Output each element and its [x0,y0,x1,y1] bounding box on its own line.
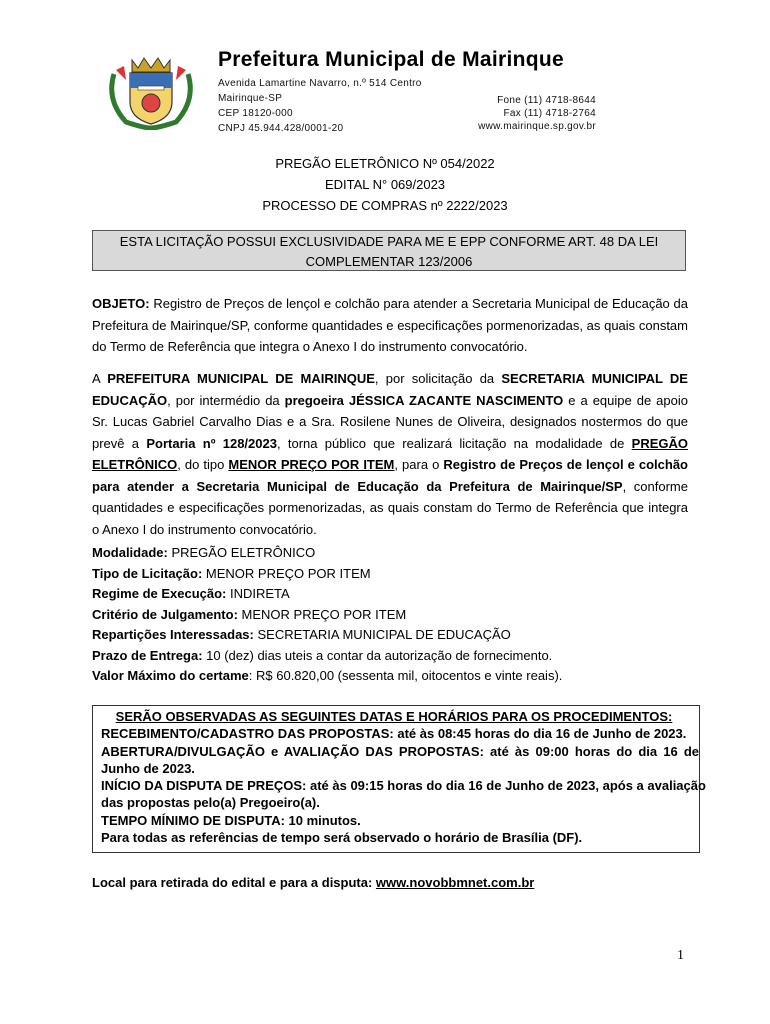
schedule-box [92,705,706,853]
field-value: INDIRETA [226,586,290,601]
objeto-text: Registro de Preços de lençol e colchão para atender a Secretaria Municipal de Educação da Prefeitura de Mairinque/SP, conforme quantidades e especificações pormenorizadas, as quais constam do Termo de Referência que integra o Anexo I do instrumento convocatório. [92,296,688,354]
field-label: Prazo de Entrega: [92,648,203,663]
intro-bold: Registro de Preços de lençol e colchão para atender a Secretaria Municipal de Educação da Prefeitura de Mairinque/SP [92,457,689,494]
website-line: www.mairinque.sp.gov.br [478,121,596,132]
intro-text: A [92,371,108,386]
field-value: PREGÃO ELETRÔNICO [167,545,316,560]
field-value: MENOR PREÇO POR ITEM [202,566,371,581]
field-label: Critério de Julgamento: [92,607,238,622]
field-label: Repartições Interessadas: [92,627,254,642]
municipality-title: Prefeitura Municipal de Mairinque [218,48,564,71]
field-regime-execucao [92,584,290,604]
field-tipo-licitacao [92,564,371,584]
page-number: 1 [677,948,684,963]
city-line: Mairinque-SP [218,93,283,104]
intro-text: , por solicitação da [374,371,502,386]
cnpj-line: CNPJ 45.944.428/0001-20 [218,123,344,134]
intro-bold-underlined: PREGÃO ELETRÔNICO [92,435,689,472]
intro-paragraph [92,368,688,540]
local-retirada [92,875,534,890]
field-value: : R$ 60.820,00 (sessenta mil, oitocentos e vinte reais). [248,668,563,683]
field-label: Modalidade: [92,545,168,560]
field-prazo-entrega [92,646,552,666]
objeto-paragraph [92,293,688,358]
disputa-website-link[interactable]: www.novobbmnet.com.br [375,875,535,890]
schedule-line: TEMPO MÍNIMO DE DISPUTA: 10 minutos. [101,812,361,828]
schedule-title: SERÃO OBSERVADAS AS SEGUINTES DATAS E HORÁRIOS PARA OS PROCEDIMENTOS: [115,709,673,724]
intro-text: e a equipe de apoio Sr. Lucas Gabriel Carvalho Dias e a Sra. Rosilene Nunes de Oliveira, designados nostermos do que prevê a [92,392,688,451]
field-modalidade [92,543,315,563]
cep-line: CEP 18120-000 [218,108,293,119]
intro-text: , do tipo [177,457,229,472]
intro-text: , para o [394,457,444,472]
edital-number: EDITAL N° 069/2023 [324,177,446,192]
document-heading [0,153,770,216]
schedule-line: INÍCIO DA DISPUTA DE PREÇOS: até às 09:15 horas do dia 16 de Junho de 2023, após a avaliação [101,778,706,794]
field-reparticoes [92,625,511,645]
intro-bold: PREFEITURA MUNICIPAL DE MAIRINQUE [107,371,375,386]
pregao-number: PREGÃO ELETRÔNICO Nº 054/2022 [275,156,495,171]
field-valor-maximo [92,666,562,686]
schedule-line: ABERTURA/DIVULGAÇÃO e AVALIAÇÃO DAS PROPOSTAS: até às 09:00 horas do dia 16 de [101,743,699,759]
schedule-line: Junho de 2023. [101,760,195,776]
schedule-line: Para todas as referências de tempo será observado o horário de Brasília (DF). [101,830,583,846]
local-label: Local para retirada do edital e para a disputa: [92,875,376,890]
field-label: Tipo de Licitação: [92,566,203,581]
phone-line: Fone (11) 4718-8644 [497,95,596,106]
schedule-line: das propostas pelo(a) Pregoeiro(a). [101,795,320,811]
notice-line-2: COMPLEMENTAR 123/2006 [305,254,473,269]
field-criterio-julgamento [92,605,406,625]
exclusivity-notice [92,230,686,271]
intro-text: , torna público que realizará licitação na modalidade de [276,435,632,451]
field-value: SECRETARIA MUNICIPAL DE EDUCAÇÃO [253,627,511,642]
intro-bold: Portaria nº 128/2023 [146,435,277,451]
field-value: MENOR PREÇO POR ITEM [237,607,407,622]
intro-text: , por intermédio da [167,392,285,408]
notice-line-1: ESTA LICITAÇÃO POSSUI EXCLUSIVIDADE PARA ME E EPP CONFORME ART. 48 DA LEI [119,234,659,249]
schedule-line: RECEBIMENTO/CADASTRO DAS PROPOSTAS: até às 08:45 horas do dia 16 de Junho de 2023. [101,726,687,742]
objeto-label: OBJETO: [92,296,150,311]
field-label: Regime de Execução: [92,586,227,601]
municipal-crest-logo [104,56,198,130]
letterhead [96,48,606,138]
intro-bold-underlined: MENOR PREÇO POR ITEM [228,457,395,472]
intro-bold: SECRETARIA MUNICIPAL DE EDUCAÇÃO [92,371,688,408]
intro-text: , conforme quantidades e especificações pormenorizadas, as quais constam do Termo de Referência que integra o Anexo I do instrumento convocatório. [92,478,688,537]
fax-line: Fax (11) 4718-2764 [503,108,596,119]
field-value: 10 (dez) dias uteis a contar da autorização de fornecimento. [202,648,553,663]
address-line: Avenida Lamartine Navarro, n.º 514 Centro [218,78,422,89]
intro-bold: pregoeira JÉSSICA ZACANTE NASCIMENTO [284,392,564,408]
processo-number: PROCESSO DE COMPRAS nº 2222/2023 [262,198,508,213]
field-label: Valor Máximo do certame [92,668,249,683]
